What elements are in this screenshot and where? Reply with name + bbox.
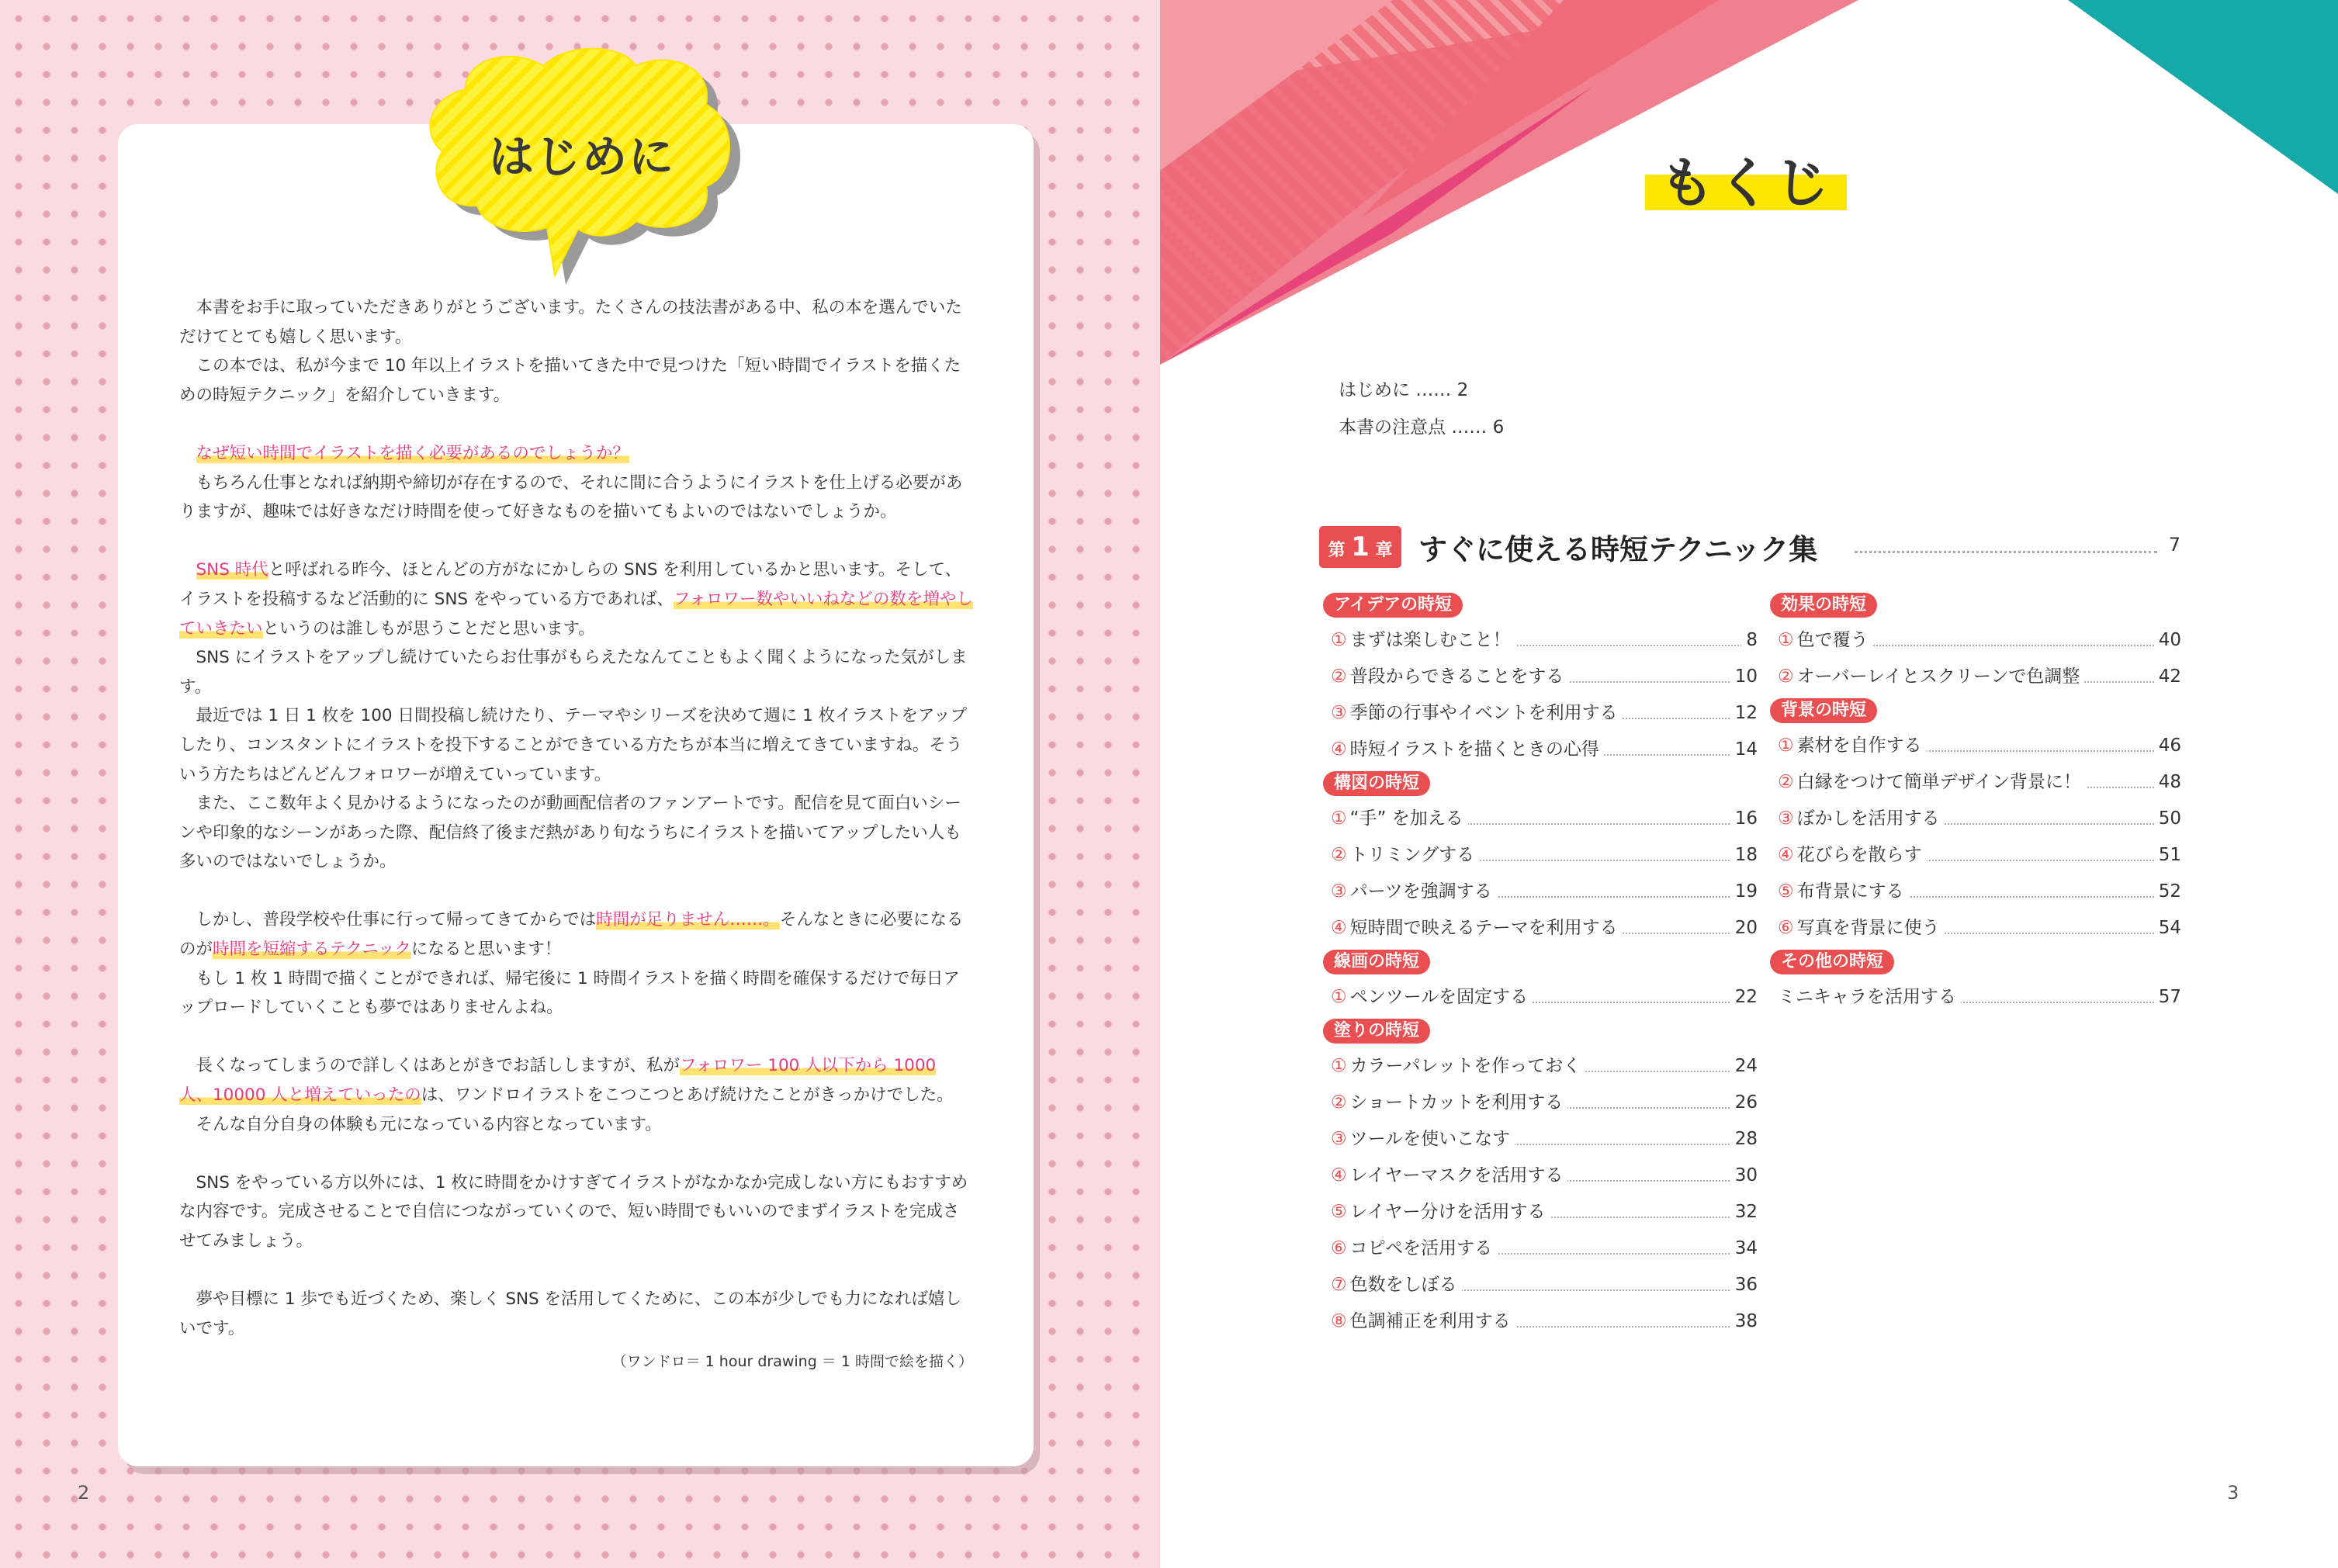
toc-item-label (1778, 881, 1909, 902)
item-page: 48 (2154, 764, 2181, 801)
text-segment: そんな自分自身の体験も元になっている内容となっています。 (196, 1114, 662, 1134)
toc-item-label (1331, 739, 1604, 760)
text-segment: というのは誰しもが思うことだと思います。 (262, 618, 595, 639)
item-title: ペンツールを固定する (1349, 987, 1529, 1007)
toc-item-label (1778, 987, 1961, 1007)
chapter-page: 7 (2168, 534, 2180, 556)
item-page: 32 (1730, 1194, 1758, 1231)
toc-item-label (1331, 1092, 1567, 1113)
toc-item[interactable] (1770, 801, 2181, 837)
toc-section-badge: 背景の時短 (1770, 698, 1877, 723)
item-number: ③ (1331, 703, 1347, 723)
intro-paragraph (179, 1110, 973, 1140)
dotted-leader (1855, 551, 2157, 553)
item-page: 16 (1730, 801, 1758, 837)
toc-item[interactable] (1323, 801, 1758, 837)
item-title: レイヤーマスクを活用する (1349, 1165, 1564, 1186)
toc-item-label (1331, 881, 1497, 902)
paragraph-gap (179, 1139, 973, 1168)
toc-item-label (1331, 1056, 1585, 1076)
item-page: 51 (2154, 837, 2181, 874)
highlighted-text: 時間が足りません……。 (596, 910, 780, 930)
item-title: ショートカットを利用する (1349, 1092, 1564, 1113)
item-page: 8 (1741, 622, 1758, 659)
item-title: 花びらを散らす (1796, 845, 1922, 865)
intro-paragraph (179, 1285, 973, 1343)
toc-item-label (1331, 987, 1533, 1007)
toc-item-label (1331, 630, 1515, 650)
toc-item[interactable] (1770, 659, 2181, 695)
item-number: ② (1778, 772, 1794, 792)
item-page: 54 (2154, 910, 2181, 947)
item-page: 22 (1730, 979, 1758, 1016)
item-page: 50 (2154, 801, 2181, 837)
item-title: コピペを活用する (1349, 1238, 1493, 1258)
item-page: 40 (2154, 622, 2181, 659)
toc-item-label (1331, 666, 1568, 687)
toc-item[interactable] (1323, 1158, 1758, 1194)
toc-item-label (1331, 845, 1479, 865)
toc-item[interactable] (1770, 874, 2181, 910)
item-number: ⑧ (1331, 1311, 1347, 1331)
item-title: 普段からできることをする (1349, 666, 1564, 687)
highlighted-text: SNS 時代 (196, 560, 268, 580)
item-title: カラーパレットを作っておく (1349, 1056, 1581, 1076)
item-title: 色調補正を利用する (1349, 1311, 1511, 1331)
item-number: ② (1331, 845, 1347, 865)
page-number: 2 (78, 1482, 90, 1504)
toc-item[interactable] (1770, 622, 2181, 659)
item-page: 12 (1730, 695, 1758, 732)
paragraph-gap (179, 527, 973, 556)
toc-item[interactable] (1323, 874, 1758, 910)
toc-item[interactable] (1323, 695, 1758, 732)
text-segment: 長くなってしまうので詳しくはあとがきでお話ししますが、私が (196, 1056, 681, 1076)
item-title: 短時間で映えるテーマを利用する (1349, 918, 1618, 938)
chapter-badge: 第 1 章 (1319, 526, 1401, 568)
item-title: トリミングする (1349, 845, 1475, 865)
item-number: ③ (1331, 1129, 1347, 1149)
item-page: 24 (1730, 1048, 1758, 1085)
toc-item-label (1778, 666, 2084, 687)
intro-note: （ワンドロ＝ 1 hour drawing ＝ 1 時間で絵を描く） (611, 1353, 973, 1371)
toc-item[interactable] (1770, 728, 2181, 764)
toc-item[interactable] (1323, 1048, 1758, 1085)
item-number: ④ (1331, 918, 1347, 938)
text-segment: と呼ばれる昨今、ほとんどの方がなにかしらの SNS を利用しているかと思います。そして、イラストを投稿するなど活動的に SNS をやっている方であれば、 (179, 560, 962, 609)
toc-item-label (1331, 918, 1623, 938)
intro-paragraph (179, 1051, 973, 1109)
item-page: 42 (2154, 659, 2181, 695)
item-page: 10 (1730, 659, 1758, 695)
toc-item[interactable] (1323, 622, 1758, 659)
text-segment: この本では、私が今まで 10 年以上イラストを描いてきた中で見つけた「短い時間でイラストを描くための時短テクニック」を紹介していきます。 (179, 356, 961, 405)
toc-item[interactable] (1323, 837, 1758, 874)
intro-paragraph (179, 1168, 973, 1256)
toc-item-label (1331, 1202, 1550, 1222)
text-segment: SNS をやっている方以外には、1 枚に時間をかけすぎてイラストがなかなか完成しない方にもおすすめな内容です。完成させることで自信につながっていくので、短い時間でもいいのでまずイラストを完成させてみましょう。 (179, 1172, 968, 1251)
item-title: 季節の行事やイベントを利用する (1349, 703, 1618, 723)
item-number: ① (1331, 1056, 1347, 1076)
intro-paragraph (179, 701, 973, 789)
intro-paragraph (179, 439, 973, 469)
item-title: 色数をしぼる (1349, 1275, 1457, 1295)
toc-item[interactable] (1323, 1267, 1758, 1303)
item-title: オーバーレイとスクリーンで色調整 (1796, 666, 2080, 687)
item-title: ツールを使いこなす (1349, 1129, 1511, 1149)
text-segment: になると思います！ (410, 940, 562, 960)
toc-section-badge: 効果の時短 (1770, 593, 1877, 618)
toc-item-label (1778, 918, 1945, 938)
intro-paragraph (179, 789, 973, 877)
toc-item-label (1331, 1238, 1497, 1258)
toc-item[interactable] (1323, 910, 1758, 947)
toc-item[interactable] (1323, 1194, 1758, 1231)
toc-item[interactable] (1323, 659, 1758, 695)
item-page: 36 (1730, 1267, 1758, 1303)
item-page: 30 (1730, 1158, 1758, 1194)
item-number: ② (1331, 1092, 1347, 1113)
item-title: ミニキャラを活用する (1778, 987, 1956, 1007)
item-number: ② (1778, 666, 1794, 687)
toc-item[interactable] (1323, 732, 1758, 768)
intro-text (179, 293, 973, 1377)
item-page: 57 (2154, 979, 2181, 1016)
toc-pre-item[interactable]: はじめに …… 2 (1339, 380, 1469, 400)
toc-item[interactable] (1323, 979, 1758, 1016)
text-segment: もちろん仕事となれば納期や締切が存在するので、それに間に合うようにイラストを仕上げる必要がありますが、趣味では好きなだけ時間を使って好きなものを描いてもよいのではないでしょうか。 (179, 472, 963, 522)
item-number: ⑤ (1778, 881, 1794, 902)
item-number: ① (1331, 808, 1347, 829)
toc-item-label (1778, 736, 1927, 756)
toc-item[interactable] (1323, 1303, 1758, 1340)
highlighted-text: フォロワー 100 人以下から 1000 人、10000 人と増えていったの (179, 1056, 937, 1106)
intro-paragraph (179, 293, 973, 351)
item-title: レイヤー分けを活用する (1349, 1202, 1546, 1222)
item-title: 素材を自作する (1796, 736, 1922, 756)
item-title: “手” を加える (1349, 808, 1463, 829)
item-title: パーツを強調する (1349, 881, 1492, 902)
text-segment: もし 1 枚 1 時間で描くことができれば、帰宅後に 1 時間イラストを描く時間を確保するだけで毎日アップロードしていくことも夢ではありませんよね。 (179, 968, 960, 1018)
toc-section-badge: 線画の時短 (1323, 950, 1430, 974)
toc-item[interactable] (1323, 1121, 1758, 1158)
highlighted-text: なぜ短い時間でイラストを描く必要があるのでしょうか？ (196, 443, 629, 463)
intro-paragraph (179, 964, 973, 1023)
toc-item-label (1331, 808, 1468, 829)
item-number: ⑥ (1331, 1238, 1347, 1258)
item-title: 色で覆う (1796, 630, 1869, 650)
item-page: 46 (2154, 728, 2181, 764)
item-title: 時短イラストを描くときの心得 (1349, 739, 1599, 760)
left-page (0, 0, 1160, 1568)
intro-paragraph (179, 351, 973, 410)
toc-item[interactable] (1770, 764, 2181, 801)
toc-section-badge: その他の時短 (1770, 950, 1894, 974)
item-page: 19 (1730, 874, 1758, 910)
item-title: ぼかしを活用する (1796, 808, 1940, 829)
item-number: ① (1331, 987, 1347, 1007)
item-page: 28 (1730, 1121, 1758, 1158)
item-page: 18 (1730, 837, 1758, 874)
paragraph-gap (179, 410, 973, 439)
intro-paragraph (179, 643, 973, 701)
paragraph-gap (179, 1023, 973, 1052)
toc-item-label (1778, 772, 2086, 792)
item-title: 白縁をつけて簡単デザイン背景に！ (1796, 772, 2082, 792)
chapter-heading[interactable] (1319, 524, 2180, 571)
toc-item[interactable] (1770, 979, 2181, 1016)
toc-item-label (1778, 630, 1873, 650)
toc-item-label (1331, 1129, 1515, 1149)
paragraph-gap (179, 877, 973, 906)
item-page: 38 (1730, 1303, 1758, 1340)
toc-item[interactable] (1323, 1231, 1758, 1267)
item-number: ⑤ (1331, 1202, 1347, 1222)
toc-item-label (1778, 845, 1927, 865)
intro-paragraph (179, 556, 973, 643)
highlighted-text: フォロワー数やいいねなどの数を増やしていきたい (179, 589, 973, 639)
item-page: 20 (1730, 910, 1758, 947)
chapter-title: すぐに使える時短テクニック集 (1418, 533, 1818, 566)
toc-item[interactable] (1770, 910, 2181, 947)
item-number: ③ (1778, 808, 1794, 829)
toc-column-left (1323, 590, 1758, 1340)
toc-item-label (1331, 1165, 1567, 1186)
paragraph-gap (179, 1256, 973, 1286)
item-title: 布背景にする (1796, 881, 1904, 902)
toc-item-label (1331, 1275, 1462, 1295)
page-title: はじめに (488, 130, 675, 183)
text-segment: また、ここ数年よく見かけるようになったのが動画配信者のファンアートです。配信を見て面白いシーンや印象的なシーンがあった際、配信終了後まだ熱があり旬なうちにイラストを描いてアップしたい人も多いのではないでしょうか。 (179, 794, 961, 872)
intro-paragraph (179, 905, 973, 964)
item-number: ④ (1778, 845, 1794, 865)
toc-item-label (1331, 1311, 1515, 1331)
item-number: ④ (1331, 1165, 1347, 1186)
toc-section-badge: 塗りの時短 (1323, 1019, 1430, 1044)
toc-item[interactable] (1770, 837, 2181, 874)
item-number: ⑦ (1331, 1275, 1347, 1295)
text-segment: 本書をお手に取っていただきありがとうございます。たくさんの技法書がある中、私の本を選んでいただけてとても嬉しく思います。 (179, 298, 962, 347)
item-page: 14 (1730, 732, 1758, 768)
text-segment: そんなときに必要になるのが (179, 910, 964, 960)
item-number: ① (1778, 736, 1794, 756)
item-number: ③ (1331, 881, 1347, 902)
toc-item-label (1778, 808, 1945, 829)
intro-paragraph (179, 469, 973, 527)
item-number: ② (1331, 666, 1347, 687)
page-number: 3 (2227, 1482, 2239, 1504)
text-segment: しかし、普段学校や仕事に行って帰ってきてからでは (196, 910, 597, 930)
item-number: ① (1778, 630, 1794, 650)
text-segment: 夢や目標に 1 歩でも近づくため、楽しく SNS を活用してくために、この本が少しでも力になれば嬉しいです。 (179, 1289, 962, 1338)
item-title: まずは楽しむこと！ (1349, 630, 1511, 650)
text-segment: 最近では 1 日 1 枚を 100 日間投稿し続けたり、テーマやシリーズを決めて週に 1 枚イラストをアップしたり、コンスタントにイラストを投下することができている方たちが本当に増えてきていますね。そういう方たちはどんどんフォロワーが増えていっています。 (179, 706, 968, 784)
toc-item[interactable] (1323, 1085, 1758, 1121)
item-number: ① (1331, 630, 1347, 650)
toc-item-label (1331, 703, 1623, 723)
text-segment: SNS にイラストをアップし続けていたらお仕事がもらえたなんてこともよく聞くようになった気がします。 (179, 648, 968, 697)
toc-section-badge: アイデアの時短 (1323, 593, 1463, 618)
title-speech-bubble (411, 43, 753, 275)
item-page: 34 (1730, 1231, 1758, 1267)
toc-title: もくじ (1660, 151, 1832, 215)
item-title: 写真を背景に使う (1796, 918, 1940, 938)
text-segment: は、ワンドロイラストをこつこつとあげ続けたことがきっかけでした。 (421, 1085, 954, 1106)
right-page (1160, 0, 2338, 1568)
item-number: ⑥ (1778, 918, 1794, 938)
highlighted-text: 時間を短縮するテクニック (213, 940, 411, 960)
toc-title-block (1645, 140, 1847, 225)
item-page: 26 (1730, 1085, 1758, 1121)
item-page: 52 (2154, 874, 2181, 910)
toc-column-right (1770, 590, 2181, 1016)
toc-pre-item[interactable]: 本書の注意点 …… 6 (1339, 417, 1505, 438)
item-number: ④ (1331, 739, 1347, 760)
toc-section-badge: 構図の時短 (1323, 771, 1430, 796)
